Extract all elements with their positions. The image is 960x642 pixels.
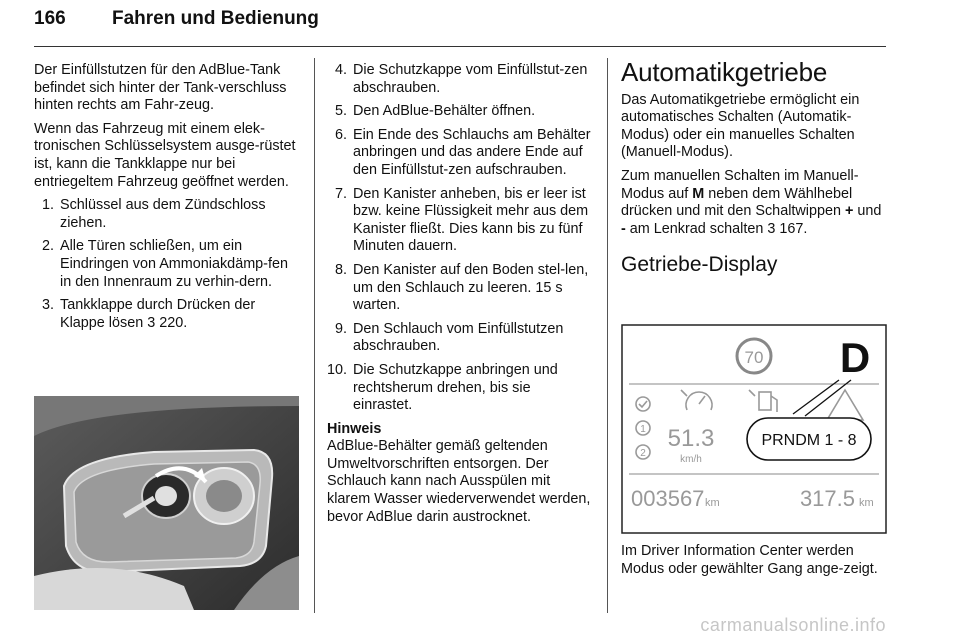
list-text: Den AdBlue-Behälter öffnen.	[353, 103, 536, 120]
list-number: 6.	[334, 126, 347, 143]
column-1	[34, 62, 302, 338]
list-text: Den Kanister anheben, bis er leer ist bzw. keine Flüssigkeit mehr aus dem Kanister fließt. Dies kann bis zu fünf Minuten dauern.	[353, 185, 589, 255]
trip-unit: km	[705, 497, 720, 509]
list-number: 7.	[334, 185, 347, 202]
range-unit: km	[859, 497, 874, 509]
figure-caption	[621, 543, 887, 584]
timer-2-label: 2	[640, 448, 646, 459]
list-text: Alle Türen schließen, um ein Eindringen von Ammoniakdämp-fen in den Innenraum zu verhin-dern.	[60, 238, 288, 290]
adblue-filler-illustration	[34, 396, 299, 610]
list-number: 5.	[334, 103, 347, 120]
trip-value: 003567	[631, 486, 705, 511]
list-number: 4.	[334, 62, 347, 78]
list-item	[34, 297, 302, 332]
gear-status-text: PRNDM 1 - 8	[761, 432, 857, 449]
gearbox-display-figure	[621, 324, 887, 534]
column-3	[621, 57, 887, 277]
note-text: AdBlue-Behälter gemäß geltenden Umweltvorschriften entsorgen. Der Schlauch kann nach Ausspülen mit klarem Wasser wiederverwendet werden, bevor AdBlue darin austrocknet.	[327, 438, 591, 525]
speed-unit: km/h	[680, 454, 702, 465]
watermark: carmanualsonline.info	[700, 615, 886, 635]
caption-text: Im Driver Information Center werden Modus oder gewählter Gang ange-zeigt.	[621, 543, 878, 577]
list-number: 3.	[41, 297, 54, 314]
header-rule	[34, 46, 886, 47]
speed-limit-value: 70	[744, 348, 764, 367]
paragraph: Der Einfüllstutzen für den AdBlue-Tank befindet sich hinter der Tank-verschluss hinten rechts am Fahr-zeug.	[34, 62, 287, 114]
list-number: 10.	[327, 361, 348, 378]
list-item	[327, 62, 593, 97]
list-text: Den Schlauch vom Einfüllstutzen abschrauben.	[353, 320, 564, 355]
column-divider-2	[607, 58, 608, 613]
steps-list-2	[327, 62, 593, 415]
list-item	[327, 186, 593, 256]
column-divider-1	[314, 58, 315, 613]
page-header	[34, 8, 319, 30]
paragraph: Das Automatikgetriebe ermöglicht ein automatisches Schalten (Automatik-Modus) oder ein manuelles Schalten (Manuell-Modus).	[621, 91, 860, 161]
page-title: Fahren und Bedienung	[112, 8, 319, 29]
list-text: Ein Ende des Schlauchs am Behälter anbringen und das andere Ende auf den Einfüllstut-zen aufschrauben.	[353, 126, 591, 178]
text-run: am Lenkrad schalten 3 167.	[625, 220, 808, 237]
subsection-heading: Getriebe-Display	[621, 253, 778, 277]
list-item	[327, 103, 593, 121]
section-heading: Automatikgetriebe	[621, 57, 828, 87]
timer-1-label: 1	[640, 424, 646, 435]
note-heading: Hinweis	[327, 420, 382, 437]
list-item	[327, 362, 593, 415]
text-run: M	[692, 185, 705, 202]
page-number: 166	[34, 8, 66, 29]
text-run: -	[621, 220, 626, 237]
range-value: 317.5	[799, 486, 855, 511]
list-number: 1.	[41, 197, 54, 214]
list-number: 2.	[41, 238, 54, 255]
list-number: 9.	[334, 320, 347, 337]
list-item	[34, 197, 302, 232]
list-text: Schlüssel aus dem Zündschloss ziehen.	[60, 197, 266, 231]
list-item	[327, 262, 593, 315]
list-item	[327, 321, 593, 356]
paragraph: Wenn das Fahrzeug mit einem elek-tronischen Schlüsselsystem ausge-rüstet ist, kann die Tankklappe nur bei entriegeltem Fahrzeug geöffnet werden.	[34, 120, 296, 190]
text-run: +	[845, 203, 854, 220]
list-number: 8.	[334, 261, 347, 278]
list-text: Die Schutzkappe vom Einfüllstut-zen abschrauben.	[353, 62, 588, 96]
list-text: Tankklappe durch Drücken der Klappe lösen 3 220.	[60, 297, 256, 331]
steps-list-1	[34, 197, 302, 332]
paragraph	[621, 168, 887, 238]
list-item	[327, 127, 593, 180]
current-gear: D	[839, 334, 871, 381]
speed-value: 51.3	[667, 425, 715, 452]
list-text: Die Schutzkappe anbringen und rechtsherum drehen, bis sie einrastet.	[353, 361, 558, 414]
text-run: Zum manuellen Schalten im Manuell-Modus auf	[621, 167, 859, 202]
text-run: und	[853, 203, 882, 220]
list-item	[34, 238, 302, 291]
column-2	[327, 62, 593, 526]
text-run: neben dem Wählhebel drücken und mit den Schaltwippen	[621, 185, 853, 220]
list-text: Den Kanister auf den Boden stel-len, um den Schlauch zu leeren. 15 s warten.	[353, 261, 589, 314]
